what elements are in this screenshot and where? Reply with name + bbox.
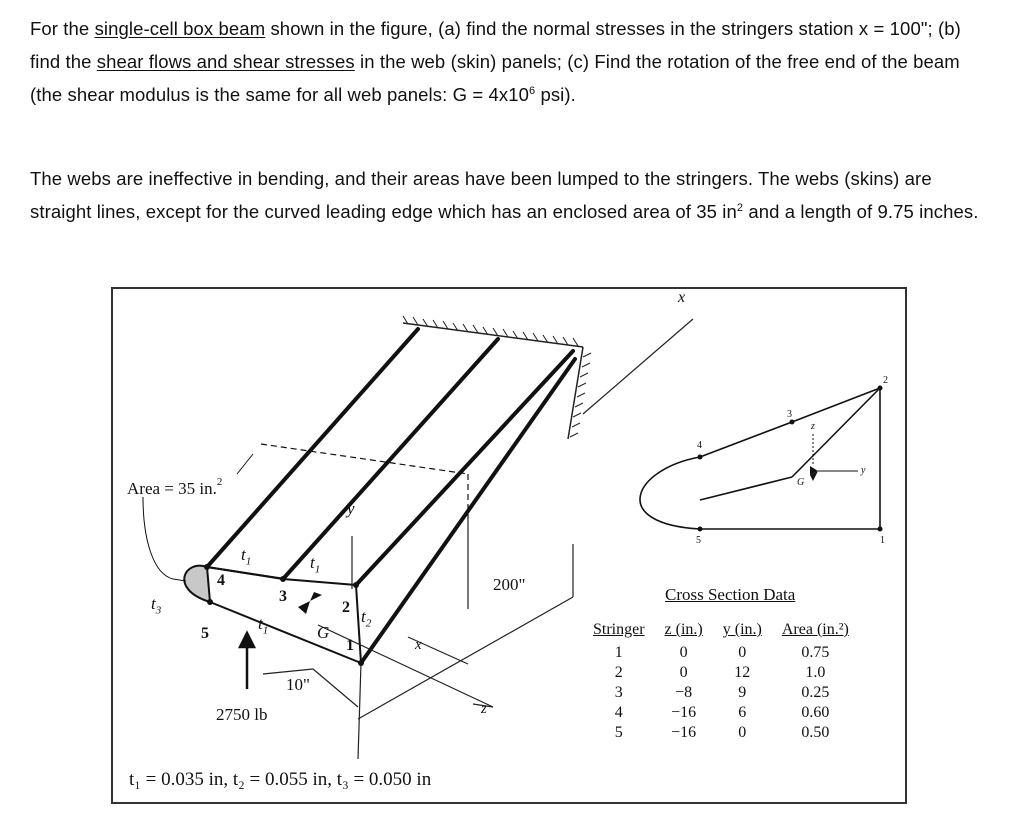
- table-cell: 0: [738, 644, 747, 661]
- table-cell: 1.0: [805, 664, 826, 681]
- subscript: 1: [314, 563, 321, 576]
- cross-section-drawing: [640, 388, 880, 529]
- text: and a length of 9.75 inches.: [743, 201, 979, 222]
- column-header: y (in.): [722, 621, 762, 638]
- column-header: z (in.): [664, 621, 703, 638]
- text: psi).: [535, 84, 576, 105]
- text: t: [258, 614, 263, 633]
- load-label: 2750 lb: [216, 705, 268, 724]
- width-dimension: 10": [286, 675, 310, 694]
- column-header: Stringer: [593, 621, 645, 638]
- stringer-points: [204, 564, 364, 666]
- problem-paragraph-1: [30, 12, 995, 111]
- stringer-label-4: 4: [217, 572, 225, 589]
- table-cell: 6: [738, 704, 747, 721]
- table-cell: 0.60: [801, 704, 830, 721]
- table-row: [583, 643, 859, 663]
- column-header: Area (in.²): [781, 621, 849, 638]
- table-cell: 4: [614, 704, 623, 721]
- table-cell: 0.25: [801, 684, 830, 701]
- table-row: [583, 663, 859, 683]
- t1-label: [310, 553, 320, 575]
- exponent: 2: [736, 202, 744, 214]
- centroid-label: G: [317, 623, 330, 642]
- text: For the: [30, 18, 95, 39]
- table-cell: 0: [738, 724, 747, 741]
- centroid-icon: [298, 592, 322, 614]
- box-beam-figure: [111, 287, 907, 804]
- subscript: 1: [245, 555, 252, 568]
- subscript: 3: [155, 604, 162, 617]
- table-cell: −16: [671, 704, 697, 721]
- exponent: 2: [216, 476, 223, 488]
- text: Area = 35 in.: [127, 479, 217, 498]
- thickness-caption: t₁ = 0.035 in, t₂ = 0.055 in, t₃ = 0.050 in: [129, 769, 432, 790]
- table-header-row: [583, 621, 859, 643]
- table-cell: 0.50: [801, 724, 830, 741]
- cross-section-title: Cross Section Data: [665, 585, 796, 604]
- table-cell: 1: [614, 644, 623, 661]
- table-cell: 3: [614, 684, 623, 701]
- table-cell: −16: [671, 724, 697, 741]
- table-cell: 0: [679, 664, 688, 681]
- cs-x-label: x: [678, 289, 686, 306]
- text: The webs are ineffective in bending, and their areas have been lumped to the stringers. The webs (skins) are straight lines, except for the curved leading edge which has an enclosed area of 35 in: [30, 168, 932, 222]
- cs-stringer-2: 2: [883, 375, 888, 386]
- leading-edge-area: [184, 566, 210, 602]
- cs-stringer-4: 4: [697, 440, 702, 451]
- cs-z-label: z: [811, 421, 815, 432]
- underlined-text: shear flows and shear stresses: [96, 51, 355, 72]
- subscript: 2: [365, 617, 372, 630]
- cs-stringer-1: 1: [880, 535, 885, 546]
- table-cell: 9: [738, 684, 747, 701]
- table-cell: 5: [614, 724, 623, 741]
- table-cell: 0: [679, 644, 688, 661]
- stringer-label-1: 1: [346, 637, 354, 654]
- table-cell: −8: [675, 684, 693, 701]
- t3-label: [151, 594, 161, 616]
- z-axis-label: z: [481, 701, 487, 717]
- t2-label: [361, 607, 371, 629]
- subscript: 1: [262, 624, 269, 637]
- table-row: [583, 723, 859, 743]
- stringer-label-5: 5: [201, 625, 209, 642]
- stringers: [207, 329, 575, 663]
- cs-g-label: G: [797, 477, 805, 488]
- load-arrow: [240, 633, 254, 689]
- length-dimension: 200": [493, 575, 526, 594]
- cross-section-table: [583, 621, 859, 743]
- table-row: [583, 703, 859, 723]
- text: t: [241, 545, 246, 564]
- problem-paragraph-2: [30, 162, 995, 228]
- text: t: [310, 553, 315, 572]
- exponent: 6: [528, 85, 536, 97]
- table-cell: 0.75: [801, 644, 830, 661]
- stringer-label-2: 2: [342, 599, 350, 616]
- area-label: [127, 476, 223, 499]
- table-cell: 2: [614, 664, 623, 681]
- stringer-label-3: 3: [279, 588, 287, 605]
- underlined-text: single-cell box beam: [94, 18, 266, 39]
- text: t: [151, 594, 156, 613]
- cs-stringer-3: 3: [787, 409, 792, 420]
- cs-stringer-5: 5: [696, 535, 701, 546]
- table-row: [583, 683, 859, 703]
- text: in the web (skin) panels; (c) Find the rotation of the free end of the beam (the shear modulus is the same for all web panels: G = 4x10: [30, 51, 960, 105]
- text: t: [361, 607, 366, 626]
- text: shown in the figure, (a) find the normal stresses in the stringers station x = 100"; (b) find the: [30, 18, 961, 72]
- y-axis-label: y: [347, 499, 355, 518]
- t1-label: [241, 545, 251, 567]
- x-axis-label: x: [415, 637, 422, 653]
- t1-label: [258, 614, 268, 636]
- cs-y-label: y: [861, 465, 866, 476]
- table-cell: 12: [734, 664, 751, 681]
